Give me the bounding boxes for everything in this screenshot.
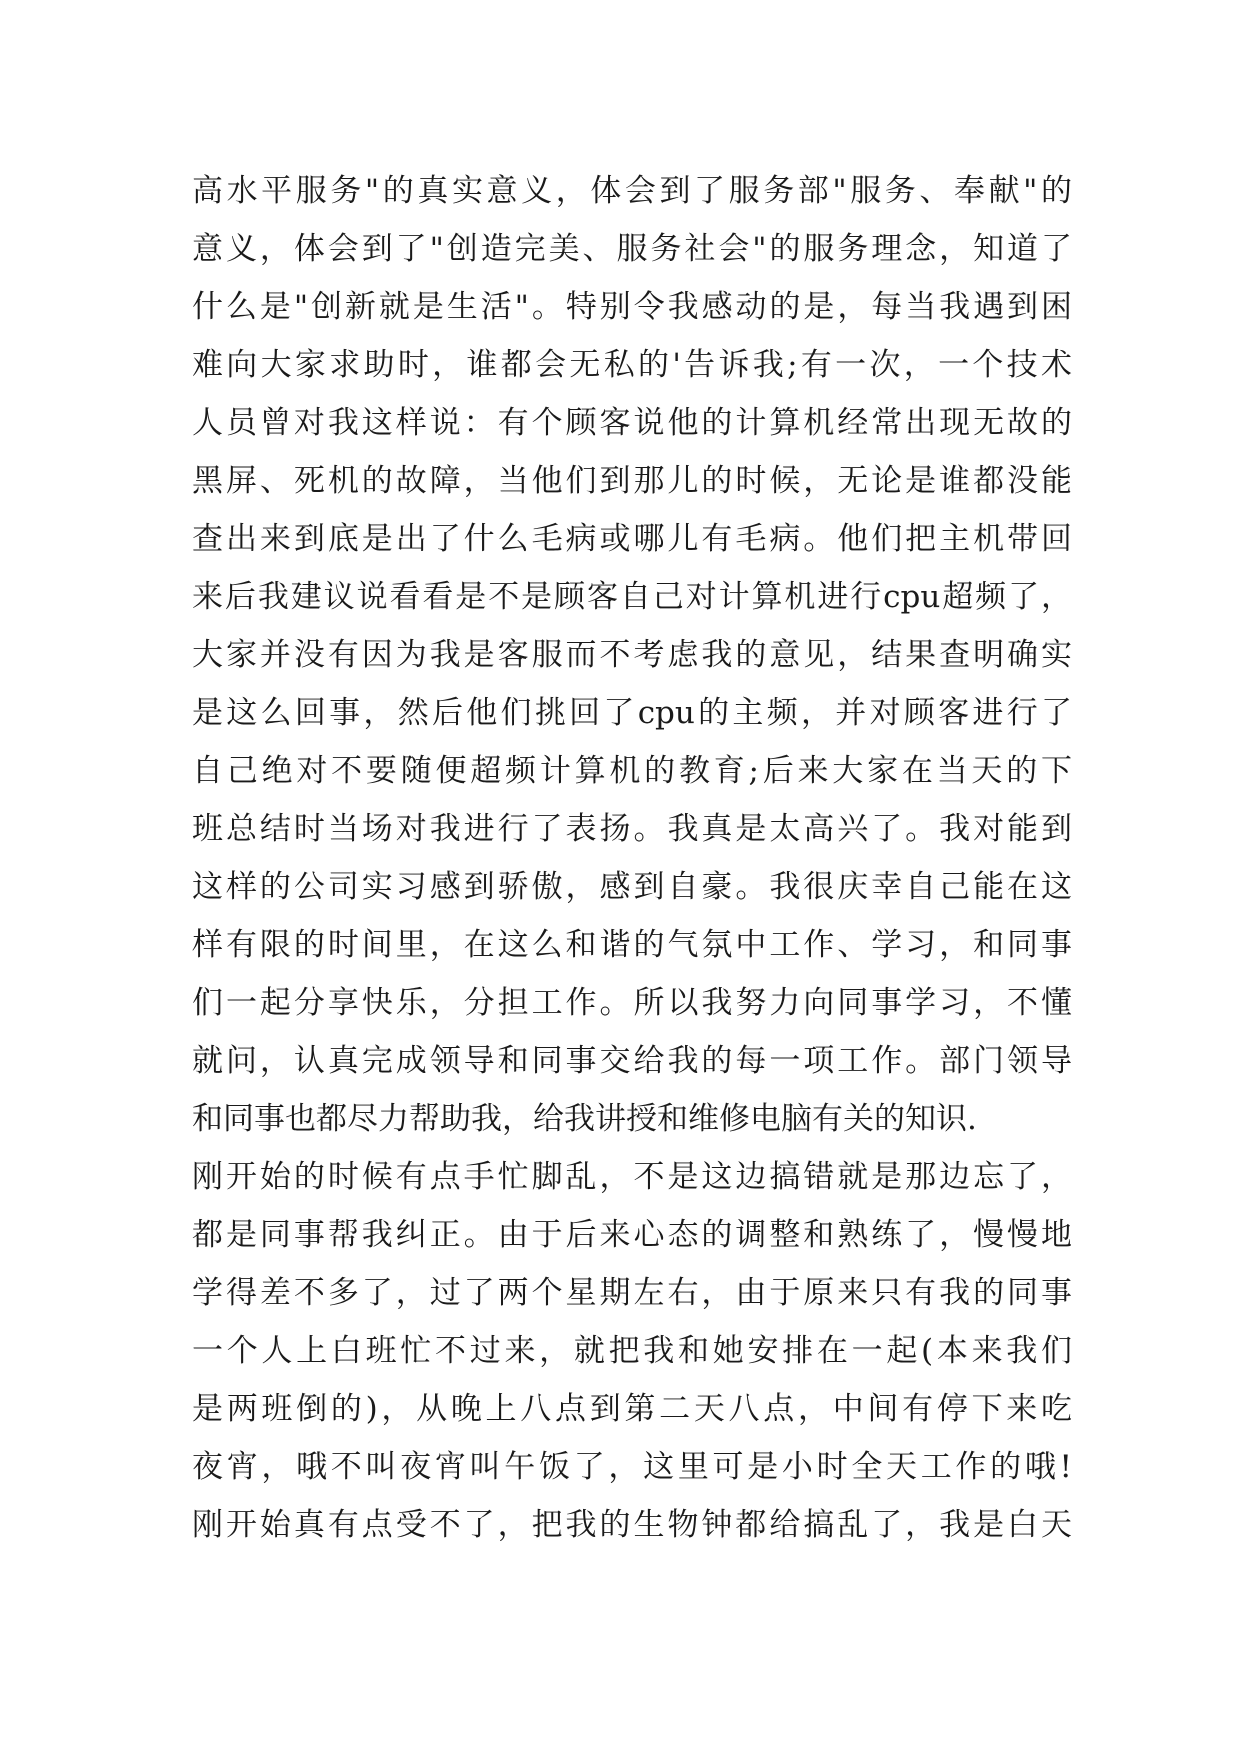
text-line-6: 黑屏、死机的故障，当他们到那儿的时候，无论是谁都没能 — [192, 463, 1072, 499]
text-line-17: 和同事也都尽力帮助我，给我讲授和维修电脑有关的知识. — [192, 1101, 977, 1137]
text-line-22: 是两班倒的)，从晚上八点到第二天八点，中间有停下来吃 — [192, 1391, 1072, 1427]
text-line-18: 刚开始的时候有点手忙脚乱，不是这边搞错就是那边忘了， — [192, 1159, 1072, 1195]
text-line-16: 就问，认真完成领导和同事交给我的每一项工作。部门领导 — [192, 1043, 1072, 1079]
text-line-13: 这样的公司实习感到骄傲，感到自豪。我很庆幸自己能在这 — [192, 869, 1072, 905]
text-line-3: 什么是"创新就是生活"。特别令我感动的是，每当我遇到困 — [192, 289, 1072, 325]
text-line-5: 人员曾对我这样说：有个顾客说他的计算机经常出现无故的 — [192, 405, 1072, 441]
text-line-7: 查出来到底是出了什么毛病或哪儿有毛病。他们把主机带回 — [192, 521, 1072, 557]
text-line-19: 都是同事帮我纠正。由于后来心态的调整和熟练了，慢慢地 — [192, 1217, 1072, 1253]
text-line-20: 学得差不多了，过了两个星期左右，由于原来只有我的同事 — [192, 1275, 1072, 1311]
text-line-2: 意义，体会到了"创造完美、服务社会"的服务理念，知道了 — [192, 231, 1072, 267]
text-line-9: 大家并没有因为我是客服而不考虑我的意见，结果查明确实 — [192, 637, 1072, 673]
text-line-1: 高水平服务"的真实意义，体会到了服务部"服务、奉献"的 — [192, 173, 1072, 209]
text-line-12: 班总结时当场对我进行了表扬。我真是太高兴了。我对能到 — [192, 811, 1072, 847]
text-line-4: 难向大家求助时，谁都会无私的'告诉我;有一次，一个技术 — [192, 347, 1072, 383]
text-line-21: 一个人上白班忙不过来，就把我和她安排在一起(本来我们 — [192, 1333, 1072, 1369]
text-line-8: 来后我建议说看看是不是顾客自己对计算机进行cpu超频了， — [192, 579, 1072, 615]
text-line-10: 是这么回事，然后他们挑回了cpu的主频，并对顾客进行了 — [192, 695, 1072, 731]
text-line-24: 刚开始真有点受不了，把我的生物钟都给搞乱了，我是白天 — [192, 1507, 1072, 1543]
text-line-11: 自己绝对不要随便超频计算机的教育;后来大家在当天的下 — [192, 753, 1072, 789]
text-line-23: 夜宵，哦不叫夜宵叫午饭了，这里可是小时全天工作的哦! — [192, 1449, 1072, 1485]
text-line-14: 样有限的时间里，在这么和谐的气氛中工作、学习，和同事 — [192, 927, 1072, 963]
text-line-15: 们一起分享快乐，分担工作。所以我努力向同事学习，不懂 — [192, 985, 1072, 1021]
body-text — [192, 162, 1072, 1554]
